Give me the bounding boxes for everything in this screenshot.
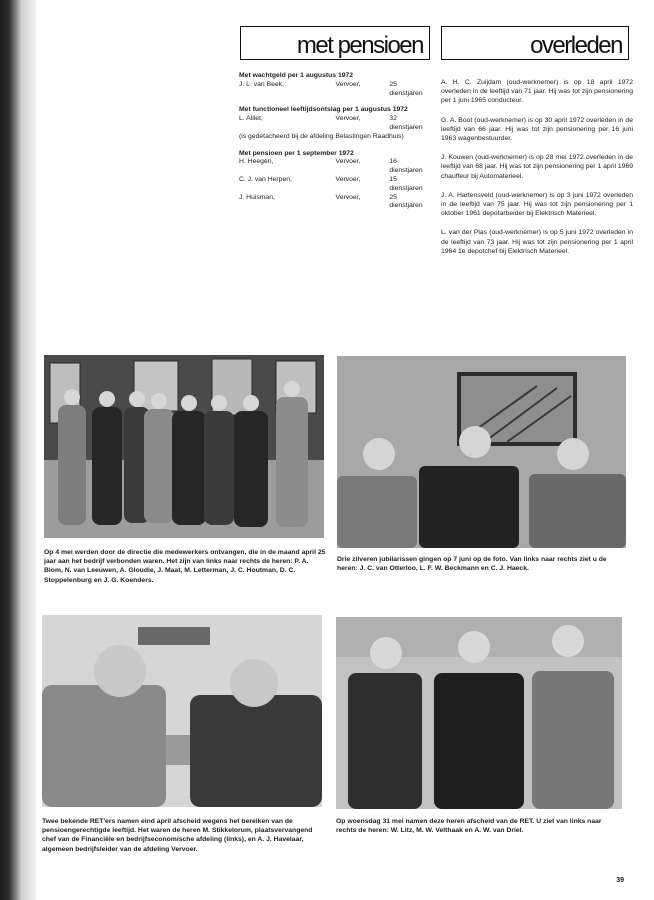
caption-photo-two: Twee bekende RET'ers namen eind april afscheid wegens het bereiken van de pensioengerechtigde leeftijd. Het waren de heren M. Stikkelorum, plaatsvervangend chef van de Financiële en bedrijfseconomische afdeling (links), en A. J. Havelaar, algemeen bedrijfsleider van de afdeling Vervoer. xyxy=(42,818,313,853)
header-overleden xyxy=(441,26,629,60)
pension-row xyxy=(239,81,429,99)
header-met-pensioen-text: met pensioen xyxy=(296,32,423,59)
pension-name: H. Heegen, xyxy=(239,158,274,166)
pension-row xyxy=(239,194,429,212)
pension-heading-wachtgeld: Met wachtgeld per 1 augustus 1972 xyxy=(239,72,354,79)
caption-photo-three: Drie zilveren jubilarissen gingen op 7 juni op de foto. Van links naar rechts ziet u de heren: J. C. van Otterloo, L. F. W. Beckmann en C. J. Haeck. xyxy=(337,556,607,573)
obituary-entry: A. H. C. Zuijdam (oud-werknemer) is op 18 april 1972 overleden in de leeftijd van 71 jaar. Hij was tot zijn pensionering per 1 juni 1965 conducteur. xyxy=(441,79,633,105)
pension-row xyxy=(239,158,429,176)
book-spine-shadow xyxy=(0,0,22,900)
page-curl-gradient xyxy=(22,0,36,900)
pension-name: C. J. van Herpen, xyxy=(239,175,292,183)
obituary-entry: J. A. Hartensveld (oud-werknemer) is op 3 juni 1972 overleden in de leeftijd van 75 jaar. Hij was tot zijn pensionering per 1 oktober 1961 depotarbeider bij Elektrisch Materieel. xyxy=(441,191,633,218)
pension-dept: Vervoer, xyxy=(335,80,361,88)
pension-years: 32 dienstjaren xyxy=(389,115,423,131)
pension-name: L. Alliet, xyxy=(239,115,263,123)
pension-heading-functioneel: Met functioneel leeftijdsontslag per 1 augustus 1972 xyxy=(239,106,408,114)
pension-dept: Vervoer, xyxy=(335,193,361,201)
header-overleden-text: overleden xyxy=(530,32,622,59)
pension-list xyxy=(239,72,429,211)
photo-three-farewell xyxy=(336,617,622,809)
obituary-entry: L. van der Plas (oud-werknemer) is op 5 juni 1972 overleden in de leeftijd van 73 jaar. Hij was tot zijn pensionering per 1 april 1964 1e depotchef bij Elektrisch Materieel. xyxy=(441,229,633,255)
obituary-column xyxy=(441,78,633,266)
caption-photo-group: Op 4 mei werden door de directie die medewerkers ontvangen, die in de maand april 25 jaar aan het bedrijf verbonden waren. Het zijn van links naar rechts de heren: P. A. Blom, N. van Leeuwen, A. Gloudie, J. Maat, M. Letterman, J. C. Houtman, D. C. Stoppelenburg en J. G. Koenders. xyxy=(44,549,326,584)
obituary-entry: G. A. Boot (oud-werknemer) is op 30 april 1972 overleden in de leeftijd van 66 jaar. Hij was tot zijn pensionering per 16 juni 1963 wagenbestuurder. xyxy=(441,116,633,143)
pension-name: J. Huisman, xyxy=(239,193,275,201)
pension-heading-pensioen: Met pensioen per 1 september 1972 xyxy=(239,149,354,157)
photo-two-retirees xyxy=(42,615,322,807)
pension-name: J. L. van Beek, xyxy=(239,80,284,88)
pension-dept: Vervoer, xyxy=(335,158,361,166)
pension-dept: Vervoer, xyxy=(335,175,361,183)
pension-note: (is gedetacheerd bij de afdeling Belastingen Raadhuis) xyxy=(239,132,404,140)
pension-years: 16 dienstjaren xyxy=(389,158,423,175)
pension-dept: Vervoer, xyxy=(335,115,361,123)
photo-group-jubilarians xyxy=(44,355,324,538)
caption-photo-farewell: Op woensdag 31 mei namen deze heren afscheid van de RET. U ziet van links naar rechts de heren: W. Litz, M. W. Velthaak en A. W. van Driel. xyxy=(336,818,602,835)
obituary-entry: J. Kouwen (oud-werknemer) is op 28 mei 1972 overleden in de leeftijd van 68 jaar. Hij was tot zijn pensionering per 1 april 1969 chauffeur bij Automaterieel. xyxy=(441,154,633,180)
pension-row xyxy=(239,176,429,194)
header-met-pensioen xyxy=(240,26,430,60)
pension-years: 15 dienstjaren xyxy=(389,175,423,192)
page-number: 39 xyxy=(616,877,624,884)
pension-row xyxy=(239,115,429,133)
pension-years: 25 dienstjaren xyxy=(389,193,423,210)
photo-three-silver-jubilarians xyxy=(337,356,626,548)
pension-years: 25 dienstjaren xyxy=(389,80,423,97)
